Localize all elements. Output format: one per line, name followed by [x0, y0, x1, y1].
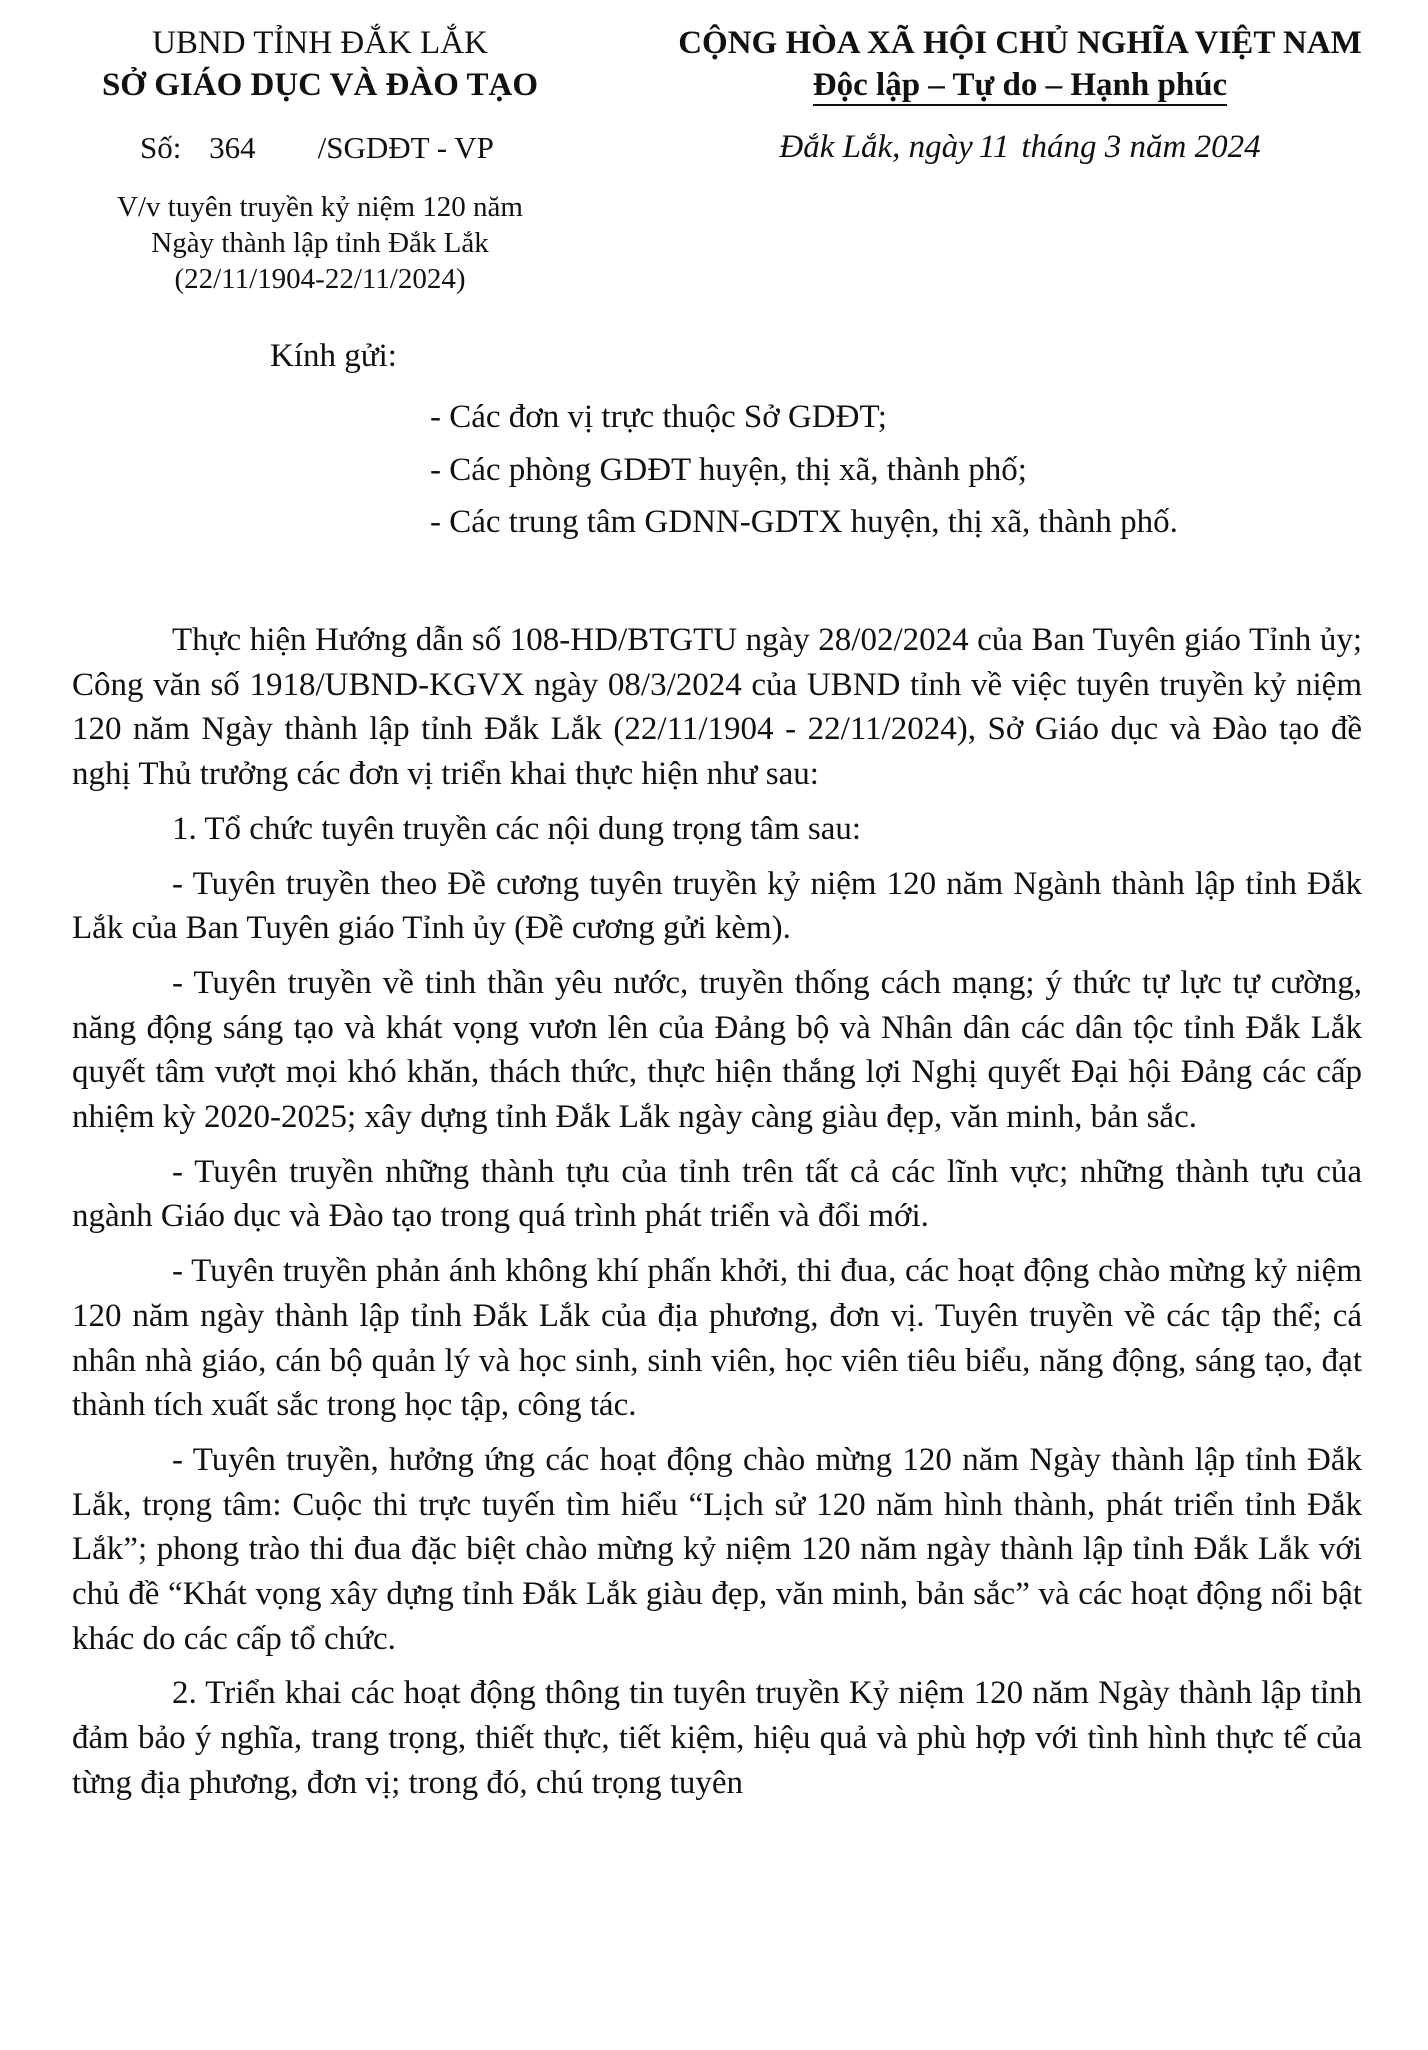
body-paragraph: 2. Triển khai các hoạt động thông tin tuyên truyền Kỷ niệm 120 năm Ngày thành lập tỉnh đảm bảo ý nghĩa, trang trọng, thiết thực, tiết kiệm, hiệu quả và phù hợp với tình hình thực tế của từng địa phương, đơn vị; trong đó, chú trọng tuyên [72, 1675, 1362, 1801]
date-prefix: Đắk Lắk, ngày [779, 129, 973, 166]
national-motto: Độc lập – Tự do – Hạnh phúc [813, 64, 1227, 106]
subject-line: (22/11/1904-22/11/2024) [174, 263, 466, 296]
body-paragraph: - Tuyên truyền phản ánh không khí phấn khởi, thi đua, các hoạt động chào mừng kỷ niệm 120 năm ngày thành lập tỉnh Đắk Lắk của địa phương, đơn vị. Tuyên truyền về các tập thể; cá nhân nhà giáo, cán bộ quản lý và học sinh, sinh viên, học viên tiêu biểu, năng động, sáng tạo, đạt thành tích xuất sắc trong học tập, công tác. [72, 1253, 1362, 1424]
date-day: 11 [978, 129, 1010, 166]
document-date [640, 126, 1400, 168]
subject-line: V/v tuyên truyền kỷ niệm 120 năm [117, 191, 523, 224]
body-paragraph: 1. Tổ chức tuyên truyền các nội dung trọng tâm sau: [172, 810, 862, 847]
document-subject [40, 190, 600, 298]
recipients-block [270, 330, 1178, 549]
number-label: Số: [140, 130, 182, 166]
date-rest: tháng 3 năm 2024 [1021, 129, 1261, 166]
body-paragraph: - Tuyên truyền về tinh thần yêu nước, truyền thống cách mạng; ý thức tự lực tự cường, năng động sáng tạo và khát vọng vươn lên của Đảng bộ và Nhân dân các dân tộc tỉnh Đắk Lắk quyết tâm vượt mọi khó khăn, thách thức, thực hiện thắng lợi Nghị quyết Đại hội Đảng các cấp nhiệm kỳ 2020-2025; xây dựng tỉnh Đắk Lắk ngày càng giàu đẹp, văn minh, bản sắc. [72, 964, 1362, 1136]
list-item: - Các trung tâm GDNN-GDTX huyện, thị xã, thành phố. [430, 504, 1178, 541]
subject-line: Ngày thành lập tỉnh Đắk Lắk [151, 227, 489, 260]
provincial-committee-name: UBND TỈNH ĐẮK LẮK [152, 25, 488, 61]
document-number [40, 128, 600, 168]
issuing-agency-block [40, 22, 600, 298]
country-name: CỘNG HÒA XÃ HỘI CHỦ NGHĨA VIỆT NAM [678, 25, 1362, 61]
body-paragraph: Thực hiện Hướng dẫn số 108-HD/BTGTU ngày 28/02/2024 của Ban Tuyên giáo Tỉnh ủy; Công văn số 1918/UBND-KGVX ngày 08/3/2024 của UBND tỉnh về việc tuyên truyền kỷ niệm 120 năm Ngày thành lập tỉnh Đắk Lắk (22/11/1904 - 22/11/2024), Sở Giáo dục và Đào tạo đề nghị Thủ trưởng các đơn vị triển khai thực hiện như sau: [72, 622, 1362, 793]
greeting: Kính gửi: [270, 338, 397, 374]
list-item: - Các phòng GDĐT huyện, thị xã, thành phố; [430, 451, 1027, 488]
number-suffix: /SGDĐT - VP [317, 130, 494, 166]
body-paragraph: - Tuyên truyền theo Đề cương tuyên truyền kỷ niệm 120 năm Ngành thành lập tỉnh Đắk Lắk của Ban Tuyên giáo Tỉnh ủy (Đề cương gửi kèm). [72, 865, 1362, 947]
department-name: SỞ GIÁO DỤC VÀ ĐÀO TẠO [101, 67, 539, 104]
national-header-block [640, 22, 1400, 169]
recipient-list [430, 391, 1178, 549]
list-item: - Các đơn vị trực thuộc Sở GDĐT; [430, 398, 887, 435]
number-value: 364 [209, 130, 256, 166]
body-paragraph: - Tuyên truyền những thành tựu của tỉnh trên tất cả các lĩnh vực; những thành tựu của ngành Giáo dục và Đào tạo trong quá trình phát triển và đổi mới. [72, 1153, 1362, 1235]
body-paragraph: - Tuyên truyền, hưởng ứng các hoạt động chào mừng 120 năm Ngày thành lập tỉnh Đắk Lắk, trọng tâm: Cuộc thi trực tuyến tìm hiểu “Lịch sử 120 năm hình thành, phát triển tỉnh Đắk Lắk”; phong trào thi đua đặc biệt chào mừng kỷ niệm 120 năm ngày thành lập tỉnh Đắk Lắk với chủ đề “Khát vọng xây dựng tỉnh Đắk Lắk giàu đẹp, văn minh, bản sắc” và các hoạt động nổi bật khác do các cấp tổ chức. [72, 1441, 1362, 1657]
document-body [72, 618, 1362, 1816]
